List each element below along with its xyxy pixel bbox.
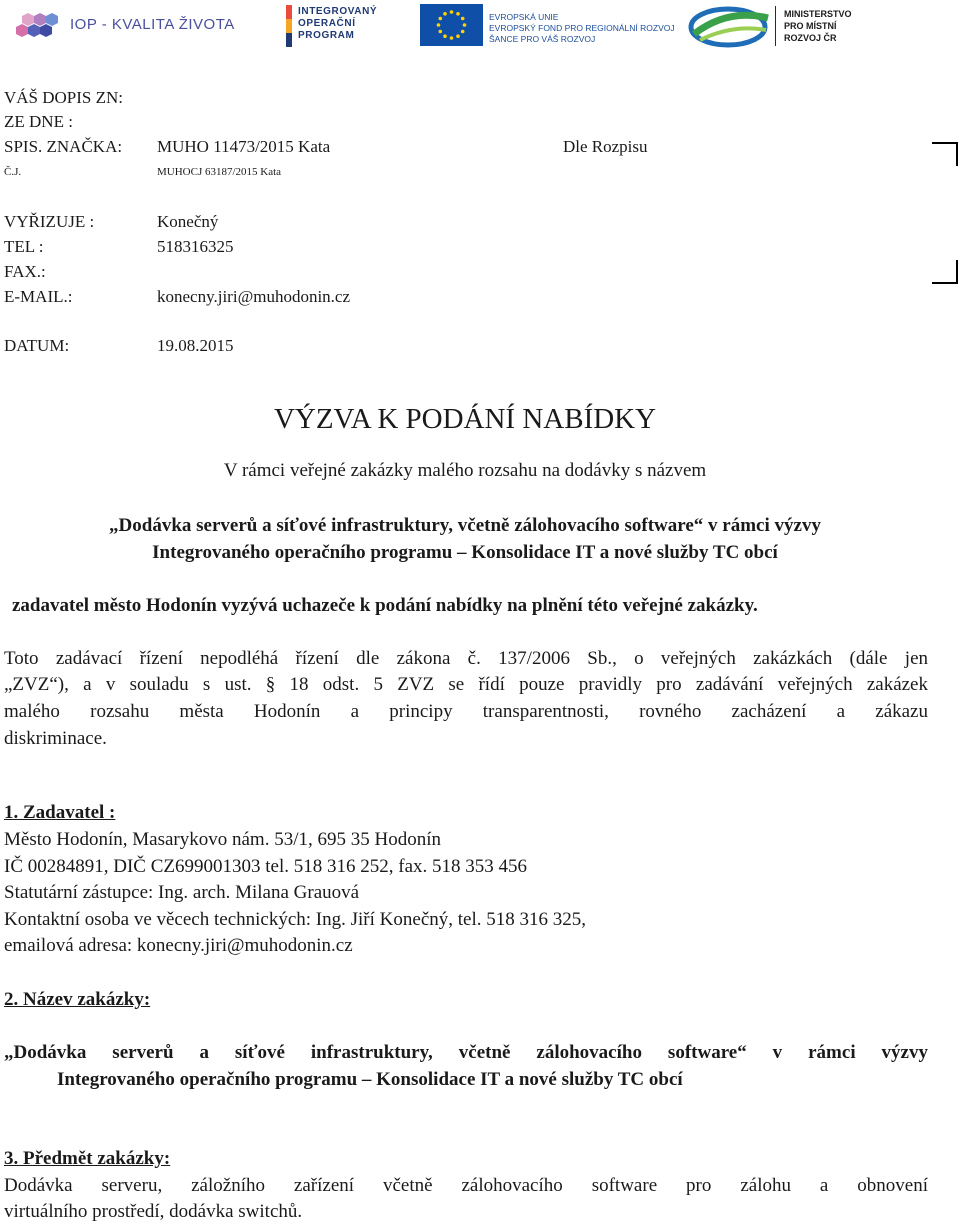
section-3-text-line-1: Dodávka serveru, záložního zařízení včetně zálohovacího software pro zálohu a obnovení (4, 1175, 928, 1196)
handled-by-label: VYŘIZUJE : (4, 212, 95, 231)
document-title: VÝZVA K PODÁNÍ NABÍDKY (273, 403, 657, 435)
iop-hexagon-logo-icon (16, 12, 64, 42)
section-3-heading: 3. Předmět zakázky: (4, 1148, 171, 1169)
contract-name-line-2: Integrovaného operačního programu – Konsolidace IT a nové služby TC obcí (152, 542, 778, 563)
fax-label: FAX.: (4, 262, 46, 281)
issuer-address: Město Hodonín, Masarykovo nám. 53/1, 695 35 Hodonín (4, 829, 441, 850)
file-ref-label: SPIS. ZNAČKA: (4, 137, 123, 156)
handled-by-value: Konečný (157, 212, 219, 231)
eu-logo-text: EVROPSKÁ UNIE EVROPSKÝ FOND PRO REGIONÁLNÍ ROZVOJ ŠANCE PRO VÁŠ ROZVOJ (489, 12, 675, 44)
legal-text-line-1: Toto zadávací řízení nepodléhá řízení dle zákona č. 137/2006 Sb., o veřejných zakázkách (dále jen (4, 648, 928, 669)
reference-number-label: Č.J. (4, 166, 22, 178)
section-2-name-line-1: „Dodávka serverů a síťové infrastruktury, včetně zálohovacího software“ v rámci výzvy (4, 1042, 928, 1063)
ministry-logo-text: MINISTERSTVO PRO MÍSTNÍ ROZVOJ ČR (784, 9, 852, 43)
ministry-swoosh-logo-icon (688, 4, 778, 48)
call-to-bid: zadavatel město Hodonín vyzývá uchazeče k podání nabídky na plnění této veřejné zakázky. (12, 595, 758, 616)
phone-label: TEL : (4, 237, 44, 256)
legal-text-line-4: diskriminace. (4, 728, 107, 749)
file-ref-value: MUHO 11473/2015 Kata (157, 137, 331, 156)
your-letter-label: VÁŠ DOPIS ZN: (4, 88, 124, 107)
program-color-bar-icon (286, 5, 292, 47)
date-label: DATUM: (4, 336, 70, 355)
program-logo-text: INTEGROVANÝ OPERAČNÍ PROGRAM (298, 6, 378, 41)
issuer-email: emailová adresa: konecny.jiri@muhodonin.cz (4, 935, 353, 956)
issuer-contact-person: Kontaktní osoba ve věcech technických: Ing. Jiří Konečný, tel. 518 316 325, (4, 909, 586, 930)
iop-logo-text: IOP - KVALITA ŽIVOTA (70, 16, 235, 33)
contract-name-line-1: „Dodávka serverů a síťové infrastruktury, včetně zálohovacího software“ v rámci výzvy (109, 515, 821, 536)
reference-number-value: MUHOCJ 63187/2015 Kata (157, 166, 282, 178)
address-window-corner-bottom (932, 260, 958, 284)
eu-flag-icon (420, 4, 483, 46)
section-2-heading: 2. Název zakázky: (4, 989, 151, 1010)
address-window-corner-top (932, 142, 958, 166)
ministry-divider (775, 6, 776, 46)
date-value: 19.08.2015 (157, 336, 234, 355)
issuer-ids: IČ 00284891, DIČ CZ699001303 tel. 518 316 252, fax. 518 353 456 (4, 856, 528, 877)
legal-text-line-3: malého rozsahu města Hodonín a principy transparentnosti, rovného zacházení a zákazu (4, 701, 928, 722)
date-of-letter-label: ZE DNE : (4, 112, 73, 131)
addressee-note: Dle Rozpisu (563, 137, 648, 156)
phone-value: 518316325 (157, 237, 234, 256)
issuer-representative: Statutární zástupce: Ing. arch. Milana Grauová (4, 882, 360, 903)
document-subtitle: V rámci veřejné zakázky malého rozsahu na dodávky s názvem (223, 460, 707, 481)
section-1-heading: 1. Zadavatel : (4, 802, 116, 823)
legal-text-line-2: „ZVZ“), a v souladu s ust. § 18 odst. 5 ZVZ se řídí pouze pravidly pro zadávání veřejných zakázek (4, 674, 928, 695)
email-value: konecny.jiri@muhodonin.cz (157, 287, 351, 306)
logo-strip (0, 0, 960, 56)
email-label: E-MAIL.: (4, 287, 73, 306)
section-2-name-line-2: Integrovaného operačního programu – Konsolidace IT a nové služby TC obcí (57, 1069, 683, 1090)
section-3-text-line-2: virtuálního prostředí, dodávka switchů. (4, 1201, 303, 1222)
